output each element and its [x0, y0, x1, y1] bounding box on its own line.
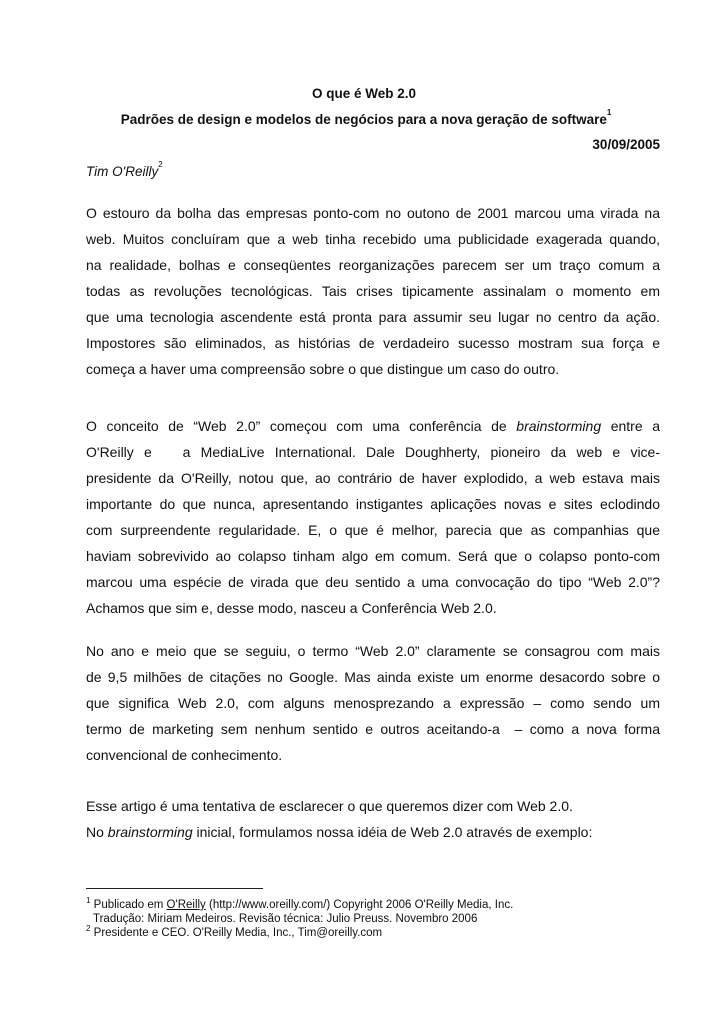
text-run: inicial, formulamos nossa idéia de Web 2.0 através de exemplo: [196, 824, 593, 840]
emphasis-term: brainstorming [516, 418, 602, 434]
paragraph-line: O'Reilly e a MediaLive International. Dale Doughherty, pioneiro da web e vice- [86, 444, 660, 460]
paragraph-line: web. Muitos concluíram que a web tinha recebido uma publicidade exagerada quando, [86, 231, 660, 247]
footnote-ref-1[interactable]: 1 [606, 108, 612, 117]
publication-date: 30/09/2005 [592, 137, 660, 152]
text-run: entre a [610, 418, 661, 434]
footnote-2 [86, 926, 382, 940]
paragraph-line: haviam sobrevivido ao colapso tinham algo em comum. Será que o colapso ponto-com [86, 548, 660, 564]
paragraph-line: No ano e meio que se seguiu, o termo “Web 2.0” claramente se consagrou com mais [86, 643, 660, 659]
page-title: O que é Web 2.0 [311, 86, 417, 101]
paragraph-line: Impostores são eliminados, as histórias de verdadeiro sucesso mostram sua força e [86, 335, 660, 351]
footnote-number: 1 [86, 896, 91, 905]
paragraph-line: na realidade, bolhas e conseqüentes reorganizações parecem ser um traço comum a [86, 257, 660, 273]
author-name [86, 160, 163, 179]
emphasis-term: brainstorming [107, 824, 193, 840]
footnote-number: 2 [86, 924, 91, 933]
text-run: Publicado em [93, 899, 164, 911]
paragraph-line: convencional de conhecimento. [86, 747, 283, 763]
paragraph-line: de 9,5 milhões de citações no Google. Mas ainda existe um enorme desacordo sobre o [86, 669, 660, 685]
paragraph-line: Achamos que sim e, desse modo, nasceu a Conferência Web 2.0. [86, 600, 497, 616]
paragraph-line: começa a haver uma compreensão sobre o que distingue um caso do outro. [86, 361, 560, 377]
paragraph-2 [86, 413, 660, 621]
footnote-1-line-2: Tradução: Miriam Medeiros. Revisão técnica: Julio Preuss. Novembro 2006 [93, 913, 478, 925]
paragraph-line: Esse artigo é uma tentativa de esclarecer o que queremos dizer com Web 2.0. [86, 798, 573, 814]
footnote-link[interactable]: O'Reilly [166, 899, 206, 911]
text-run: Presidente e CEO. O'Reilly Media, Inc., Tim@oreilly.com [93, 927, 383, 939]
paragraph-line: que significa Web 2.0, com alguns menosprezando a expressão – como sendo um [86, 695, 660, 711]
paragraph-line: todas as revoluções tecnológicas. Tais crises tipicamente assinalam o momento em [86, 283, 660, 299]
paragraph-line: termo de marketing sem nenhum sentido e outros aceitando-a – como a nova forma [86, 721, 660, 737]
paragraph-line: importante do que nunca, apresentando instigantes aplicações novas e sites eclodindo [86, 496, 660, 512]
author-text: Tim O'Reilly [86, 164, 159, 179]
text-run: No [86, 824, 104, 840]
paragraph-line: presidente da O'Reilly, notou que, ao contrário de haver explodido, a web estava mais [86, 470, 660, 486]
footnote-ref-2[interactable]: 2 [158, 160, 163, 169]
paragraph-1 [86, 200, 660, 382]
paragraph-line [86, 819, 660, 845]
paragraph-4 [86, 793, 660, 845]
paragraph-3 [86, 638, 660, 768]
text-run: (http://www.oreilly.com/) Copyright 2006 O'Reilly Media, Inc. [209, 899, 514, 911]
footnote-1 [86, 898, 513, 912]
subtitle-text: Padrões de design e modelos de negócios para a nova geração de software [120, 112, 607, 127]
text-run: O conceito de “Web 2.0” começou com uma conferência de [86, 418, 507, 434]
paragraph-line [86, 413, 660, 439]
paragraph-line: que uma tecnologia ascendente está pronta para assumir seu lugar no centro da ação. [86, 309, 660, 325]
paragraph-line: marcou uma espécie de virada que deu sentido a uma convocação do tipo “Web 2.0”? [86, 574, 660, 590]
footnote-divider [86, 888, 263, 889]
page-subtitle [86, 108, 646, 127]
paragraph-line: O estouro da bolha das empresas ponto-com no outono de 2001 marcou uma virada na [86, 205, 660, 221]
paragraph-line: com surpreendente regularidade. E, o que é melhor, parecia que as companhias que [86, 522, 660, 538]
